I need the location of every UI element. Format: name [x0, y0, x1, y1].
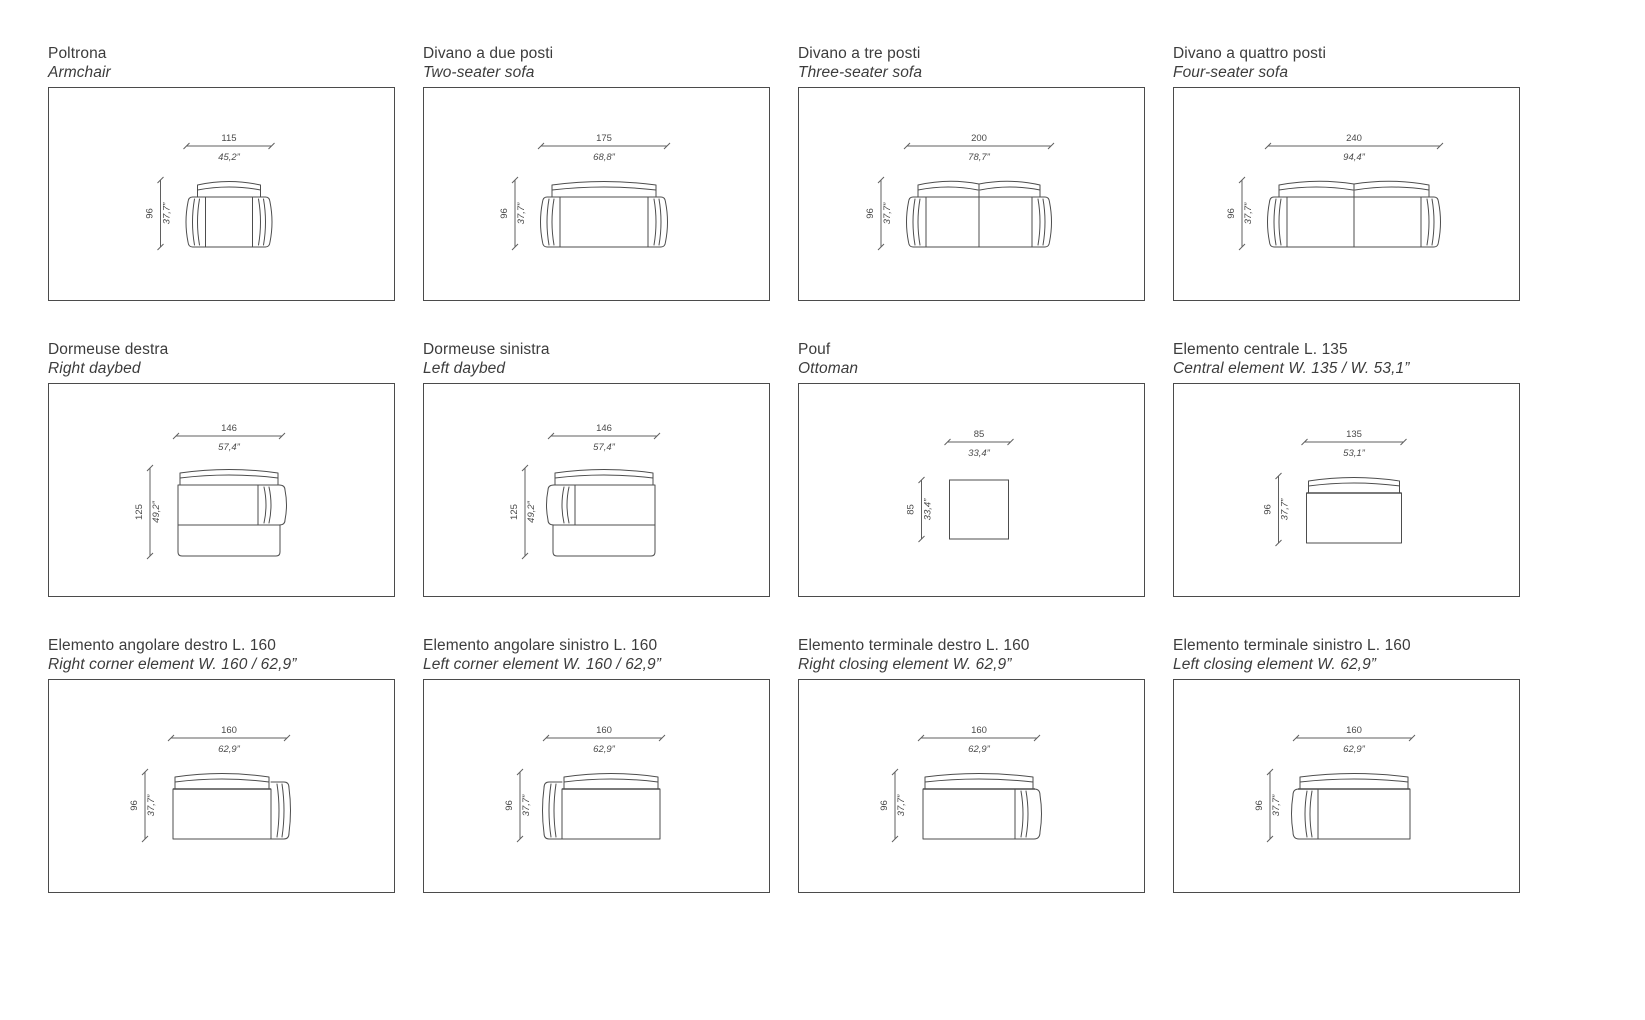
svg-text:135: 135 — [1346, 429, 1362, 440]
drawing-panel — [423, 679, 770, 893]
product-cell — [48, 44, 395, 301]
svg-text:96: 96 — [1226, 208, 1237, 219]
svg-text:37,7”: 37,7” — [1279, 498, 1291, 521]
svg-text:240: 240 — [1346, 133, 1362, 144]
svg-text:37,7”: 37,7” — [882, 202, 893, 225]
drawing-panel — [48, 383, 395, 597]
drawing-panel — [48, 679, 395, 893]
drawing-panel — [423, 87, 770, 301]
svg-text:96: 96 — [129, 800, 140, 811]
svg-text:85: 85 — [973, 429, 985, 440]
furniture-top-view-drawing — [799, 88, 1144, 300]
product-title-english: Right daybed — [48, 360, 141, 377]
svg-text:49,2”: 49,2” — [526, 501, 537, 523]
svg-text:146: 146 — [596, 423, 612, 434]
drawing-panel — [48, 87, 395, 301]
product-title-italian: Elemento angolare sinistro L. 160 — [423, 637, 658, 654]
product-title-italian: Pouf — [798, 341, 831, 358]
svg-text:96: 96 — [865, 208, 876, 219]
drawing-panel — [798, 679, 1145, 893]
product-title-italian: Divano a due posti — [423, 45, 554, 62]
svg-text:160: 160 — [1346, 725, 1362, 736]
svg-text:57,4”: 57,4” — [593, 442, 615, 453]
svg-text:78,7”: 78,7” — [968, 152, 990, 163]
product-title-english: Right closing element W. 62,9” — [798, 656, 1012, 673]
furniture-top-view-drawing — [1174, 384, 1519, 596]
product-cell — [1173, 44, 1520, 301]
svg-text:96: 96 — [1262, 504, 1274, 515]
svg-text:68,8”: 68,8” — [593, 152, 615, 163]
svg-text:57,4”: 57,4” — [218, 442, 240, 453]
product-title-english: Four-seater sofa — [1173, 64, 1289, 81]
svg-text:37,7”: 37,7” — [1271, 794, 1282, 817]
product-cell — [48, 340, 395, 597]
furniture-top-view-drawing — [49, 680, 394, 892]
product-title-italian: Elemento terminale sinistro L. 160 — [1173, 637, 1411, 654]
product-cell — [1173, 636, 1520, 893]
svg-text:160: 160 — [596, 725, 612, 736]
furniture-top-view-drawing — [1174, 88, 1519, 300]
furniture-top-view-drawing — [424, 88, 769, 300]
product-cell — [798, 340, 1145, 597]
svg-text:125: 125 — [509, 504, 520, 520]
product-title-italian: Divano a quattro posti — [1173, 45, 1326, 62]
product-title-english: Armchair — [48, 64, 111, 81]
furniture-top-view-drawing — [799, 680, 1144, 892]
svg-text:96: 96 — [1254, 800, 1265, 811]
product-cell — [423, 636, 770, 893]
svg-text:45,2”: 45,2” — [218, 152, 240, 163]
svg-text:125: 125 — [134, 504, 145, 520]
svg-text:33,4”: 33,4” — [968, 448, 990, 459]
product-cell — [798, 636, 1145, 893]
drawing-panel — [798, 87, 1145, 301]
drawing-panel — [1173, 383, 1520, 597]
furniture-top-view-drawing — [799, 384, 1144, 596]
svg-text:96: 96 — [504, 800, 515, 811]
furniture-top-view-drawing — [1174, 680, 1519, 892]
svg-text:85: 85 — [905, 504, 917, 515]
product-cell — [48, 636, 395, 893]
product-title-english: Left corner element W. 160 / 62,9” — [423, 656, 662, 673]
drawing-panel — [798, 383, 1145, 597]
svg-text:200: 200 — [971, 133, 987, 144]
product-title-italian: Dormeuse destra — [48, 341, 169, 358]
product-title-italian: Dormeuse sinistra — [423, 341, 550, 358]
svg-text:115: 115 — [221, 133, 237, 144]
product-title-english: Ottoman — [798, 360, 859, 377]
svg-text:96: 96 — [144, 208, 156, 219]
furniture-top-view-drawing — [49, 88, 394, 300]
svg-text:37,7”: 37,7” — [521, 794, 532, 817]
drawing-panel — [1173, 679, 1520, 893]
svg-text:37,7”: 37,7” — [1243, 202, 1254, 225]
svg-text:146: 146 — [221, 423, 237, 434]
product-cell — [423, 340, 770, 597]
svg-text:96: 96 — [879, 800, 890, 811]
product-cell — [798, 44, 1145, 301]
svg-text:37,7”: 37,7” — [161, 202, 173, 225]
product-title-english: Left closing element W. 62,9” — [1173, 656, 1377, 673]
product-title-english: Three-seater sofa — [798, 64, 923, 81]
drawing-panel — [423, 383, 770, 597]
furniture-top-view-drawing — [49, 384, 394, 596]
svg-text:37,7”: 37,7” — [896, 794, 907, 817]
product-title-english: Right corner element W. 160 / 62,9” — [48, 656, 297, 673]
product-title-english: Central element W. 135 / W. 53,1” — [1173, 360, 1410, 377]
svg-text:37,7”: 37,7” — [516, 202, 527, 225]
product-cell — [423, 44, 770, 301]
product-title-italian: Poltrona — [48, 45, 107, 62]
product-title-italian: Elemento centrale L. 135 — [1173, 341, 1348, 358]
svg-text:37,7”: 37,7” — [146, 794, 157, 817]
product-title-english: Left daybed — [423, 360, 506, 377]
product-title-italian: Divano a tre posti — [798, 45, 921, 62]
svg-text:160: 160 — [221, 725, 237, 736]
svg-text:62,9”: 62,9” — [968, 744, 990, 755]
svg-text:62,9”: 62,9” — [1343, 744, 1365, 755]
product-title-english: Two-seater sofa — [423, 64, 535, 81]
svg-text:94,4”: 94,4” — [1343, 152, 1365, 163]
furniture-top-view-drawing — [424, 384, 769, 596]
svg-text:62,9”: 62,9” — [593, 744, 615, 755]
svg-text:96: 96 — [499, 208, 510, 219]
product-title-italian: Elemento terminale destro L. 160 — [798, 637, 1030, 654]
svg-text:160: 160 — [971, 725, 987, 736]
product-title-italian: Elemento angolare destro L. 160 — [48, 637, 277, 654]
svg-text:62,9”: 62,9” — [218, 744, 240, 755]
svg-text:53,1”: 53,1” — [1343, 448, 1365, 459]
svg-text:33,4”: 33,4” — [922, 498, 934, 521]
svg-text:175: 175 — [596, 133, 612, 144]
product-cell — [1173, 340, 1520, 597]
drawing-panel — [1173, 87, 1520, 301]
svg-text:49,2”: 49,2” — [151, 501, 162, 523]
furniture-top-view-drawing — [424, 680, 769, 892]
